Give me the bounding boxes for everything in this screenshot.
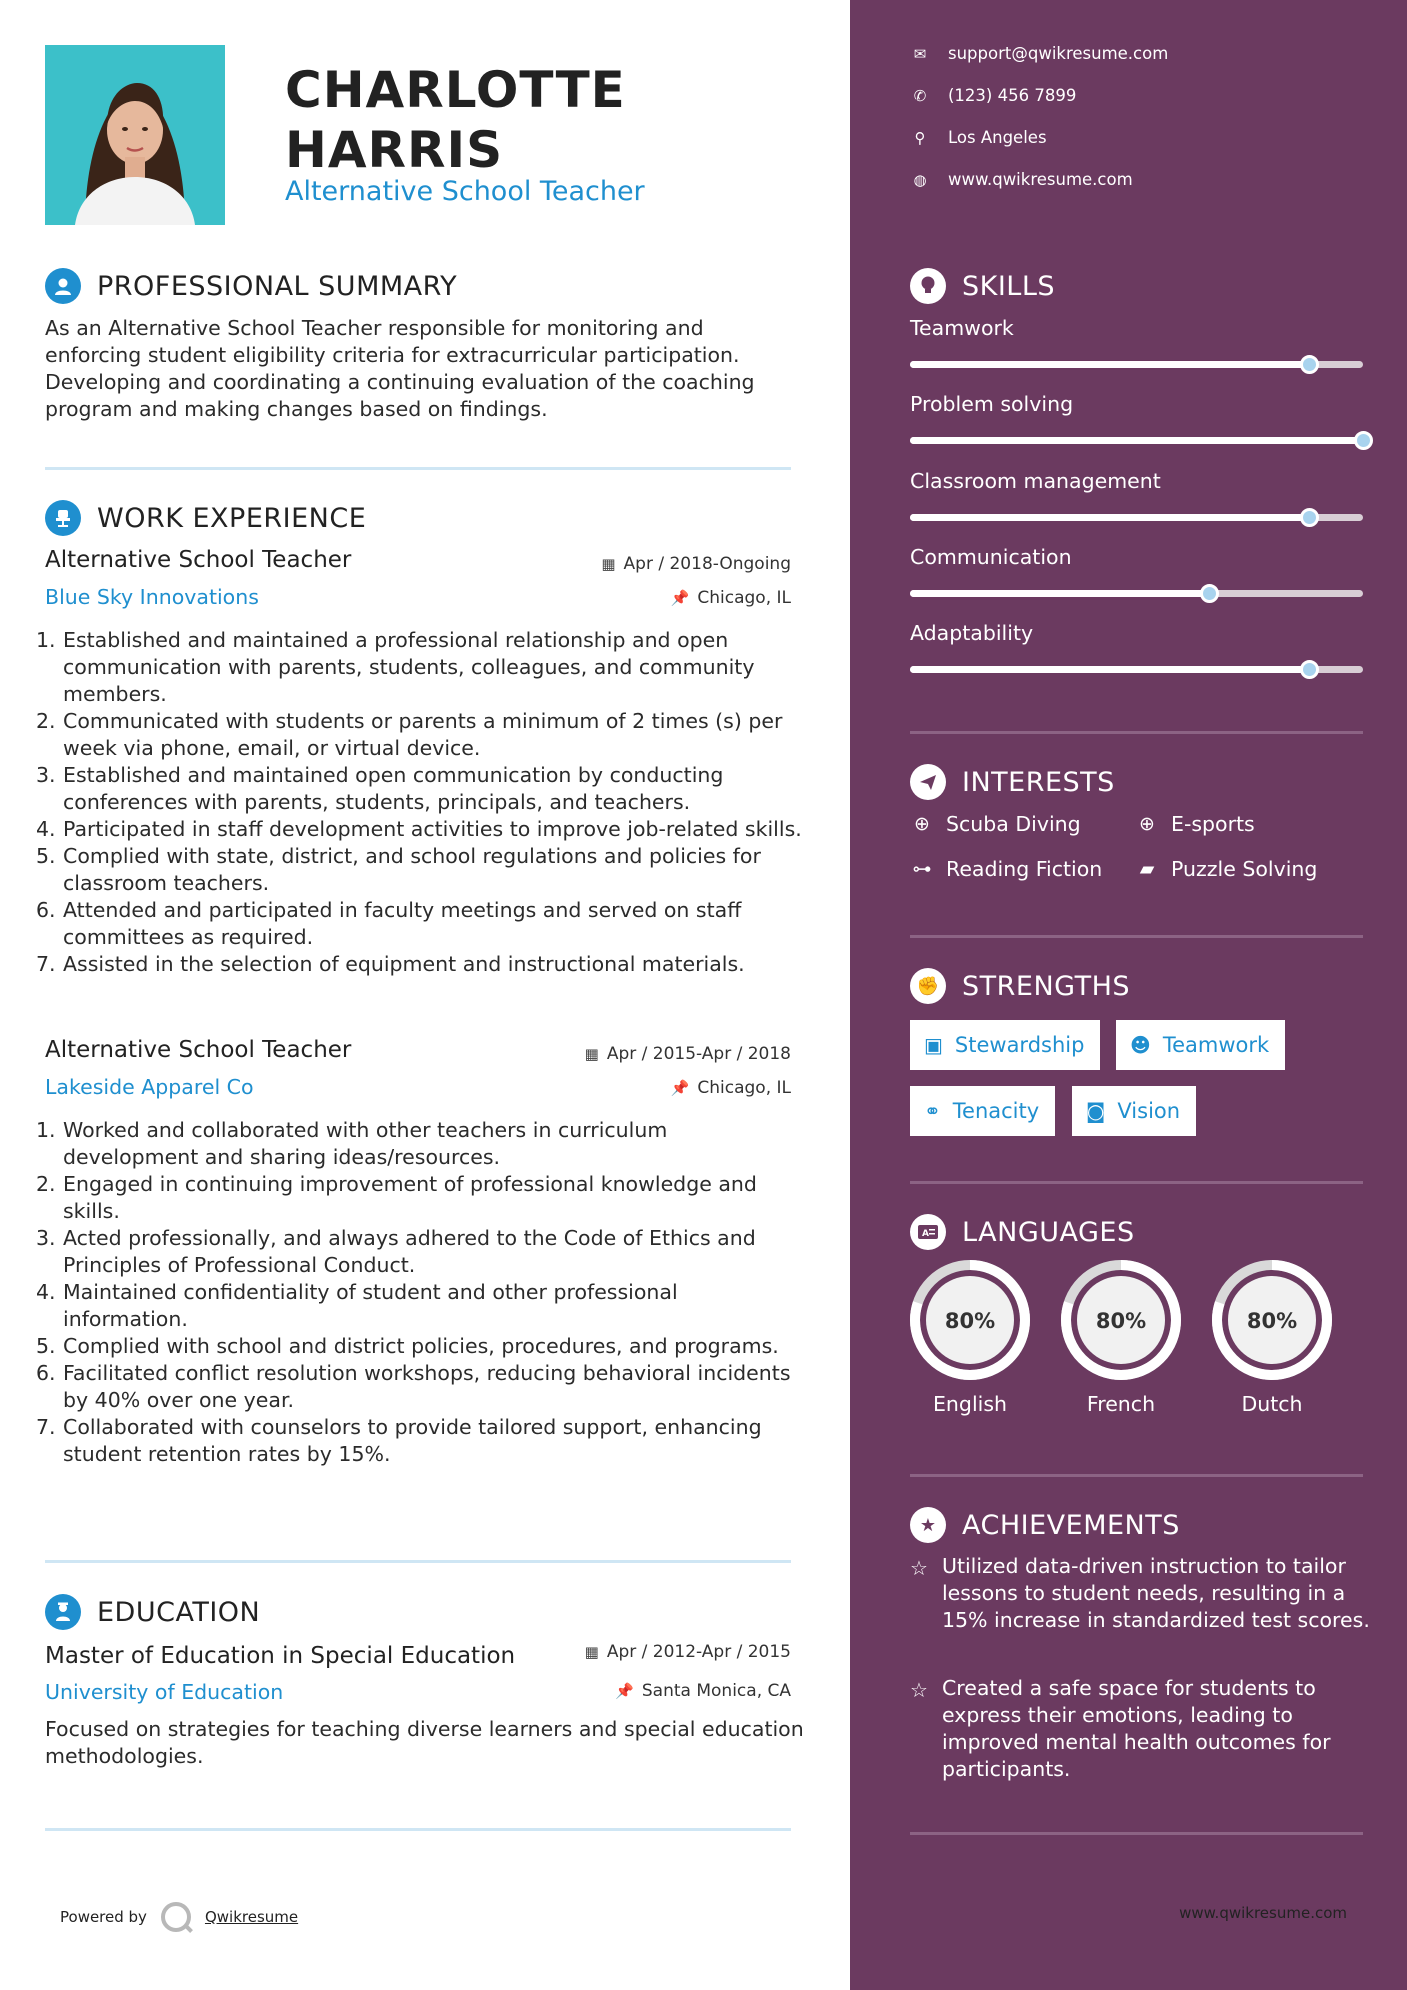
language-percent: 80%: [1095, 1309, 1147, 1333]
section-divider: [45, 467, 791, 470]
calendar-icon: ▦: [584, 1643, 599, 1661]
language-percent: 80%: [1246, 1309, 1298, 1333]
book-icon: ▰: [1139, 858, 1155, 880]
phone-icon: ✆: [913, 86, 927, 105]
pin-icon: 📌: [670, 589, 690, 607]
map-marker-icon: ⚲: [914, 128, 926, 147]
job-2-company: Lakeside Apparel Co: [45, 1075, 254, 1099]
interest-label: E-sports: [1171, 812, 1255, 836]
qwikresume-logo-icon: [161, 1902, 191, 1932]
contact-email-text: support@qwikresume.com: [948, 44, 1169, 63]
skill-bar-fill: [910, 361, 1309, 368]
strengths-heading: STRENGTHS: [962, 970, 1131, 1002]
qwikresume-link[interactable]: Qwikresume: [204, 1908, 299, 1926]
interest-label: Scuba Diving: [946, 812, 1081, 836]
achievements-heading: ACHIEVEMENTS: [962, 1509, 1180, 1541]
duty-item: Communicated with students or parents a minimum of 2 times (s) per week via phone, email, or virtual device.: [63, 709, 783, 760]
job-1-company: Blue Sky Innovations: [45, 585, 259, 609]
gamepad-icon: ⊶: [912, 858, 932, 880]
summary-section-header: [45, 268, 457, 304]
section-divider: [45, 1560, 791, 1563]
work-heading: WORK EXPERIENCE: [97, 502, 367, 534]
skill-bar-knob: [1354, 431, 1373, 450]
envelope-icon: ✉: [913, 44, 927, 63]
education-degree: Master of Education in Special Education: [45, 1643, 516, 1669]
interest-label: Reading Fiction: [946, 857, 1103, 881]
globe-icon: ◍: [913, 170, 927, 189]
contact-location: [910, 128, 1047, 147]
powered-by: [60, 1902, 298, 1932]
strength-badge: [910, 1086, 1055, 1136]
lightbulb-icon: [910, 268, 946, 304]
interests-section-header: [910, 764, 1115, 800]
job-2-location-text: Chicago, IL: [697, 1078, 791, 1098]
chair-icon: [45, 500, 81, 536]
lifebuoy-icon: ⊕: [1139, 813, 1155, 835]
translate-icon: [910, 1214, 946, 1250]
calendar-icon: ▦: [584, 1045, 599, 1063]
skill-bar-fill: [910, 437, 1363, 444]
sidebar-divider: [910, 1181, 1363, 1184]
duty-item: Engaged in continuing improvement of professional knowledge and skills.: [63, 1172, 757, 1223]
duty-item: Maintained confidentiality of student and other professional information.: [63, 1280, 678, 1331]
language-name: English: [932, 1392, 1008, 1416]
skill-bar: [910, 361, 1363, 368]
skill-label: Classroom management: [910, 469, 1161, 493]
skill-bar: [910, 590, 1363, 597]
svg-text:A: A: [922, 1229, 929, 1239]
star-icon: ☆: [910, 1556, 928, 1580]
interest-label: Puzzle Solving: [1171, 857, 1318, 881]
duty-item: Complied with school and district policies, procedures, and programs.: [63, 1334, 779, 1358]
language-item: [908, 1258, 1032, 1416]
skill-bar-fill: [910, 590, 1209, 597]
duty-item: Collaborated with counselors to provide tailored support, enhancing student retention rates by 15%.: [63, 1415, 762, 1466]
language-ring: [1210, 1258, 1334, 1382]
link-icon: ⚭: [924, 1099, 941, 1123]
job-title-heading: Alternative School Teacher: [285, 176, 645, 207]
sidebar-divider: [910, 935, 1363, 938]
duty-item: Facilitated conflict resolution workshops, reducing behavioral incidents by 40% over one year.: [63, 1361, 791, 1412]
skills-section-header: [910, 268, 1055, 304]
skill-bar: [910, 437, 1363, 444]
contact-website[interactable]: [910, 170, 1133, 189]
powered-by-label: Powered by: [60, 1908, 147, 1926]
paper-plane-icon: [910, 764, 946, 800]
language-item: [1210, 1258, 1334, 1416]
strength-label: Tenacity: [952, 1099, 1040, 1123]
strength-label: Teamwork: [1162, 1033, 1270, 1057]
achievement-item: [910, 1553, 1370, 1634]
interest-item: [1135, 812, 1255, 836]
duty-item: Established and maintained open communication by conducting conferences with parents, students, principals, and teachers.: [63, 763, 724, 814]
contact-location-text: Los Angeles: [948, 128, 1047, 147]
profile-photo-image: [45, 45, 225, 225]
interest-item: [910, 857, 1102, 881]
star-badge-icon: ★: [910, 1507, 946, 1543]
job-2-duties: [45, 1117, 805, 1468]
skill-bar-knob: [1300, 508, 1319, 527]
duty-item: Complied with state, district, and school regulations and policies for classroom teachers.: [63, 844, 761, 895]
users-icon: ☻: [1130, 1033, 1151, 1057]
strength-label: Vision: [1117, 1099, 1181, 1123]
pin-icon: 📌: [615, 1682, 634, 1700]
interest-item: [910, 812, 1081, 836]
skill-bar-knob: [1300, 660, 1319, 679]
strengths-section-header: [910, 968, 1130, 1004]
profile-photo: [45, 45, 225, 225]
candidate-name: [285, 60, 626, 180]
achievement-text: Created a safe space for students to express their emotions, leading to improved mental health outcomes for participants.: [941, 1676, 1331, 1781]
strength-label: Stewardship: [954, 1033, 1085, 1057]
duty-item: Worked and collaborated with other teachers in curriculum development and sharing ideas/resources.: [63, 1118, 668, 1169]
skill-bar: [910, 666, 1363, 673]
achievement-item: [910, 1675, 1370, 1783]
skill-bar-knob: [1200, 584, 1219, 603]
strength-badge: [1116, 1020, 1285, 1070]
work-section-header: [45, 500, 366, 536]
footer-url[interactable]: www.qwikresume.com: [1179, 1904, 1347, 1922]
calendar-icon: ▦: [601, 555, 616, 573]
achievement-text: Utilized data-driven instruction to tailor lessons to student needs, resulting in a 15% increase in standardized test scores.: [941, 1554, 1370, 1632]
graduate-icon: [45, 1594, 81, 1630]
duty-item: Participated in staff development activities to improve job-related skills.: [63, 817, 802, 841]
lifebuoy-icon: ⊕: [914, 813, 930, 835]
sidebar-divider: [910, 1832, 1363, 1835]
language-percent: 80%: [944, 1309, 996, 1333]
sidebar-divider: [910, 731, 1363, 734]
job-1-duties: [45, 627, 805, 978]
skill-bar-fill: [910, 666, 1309, 673]
skills-heading: SKILLS: [962, 270, 1056, 302]
star-icon: ☆: [910, 1678, 928, 1702]
job-1-date: [601, 554, 791, 574]
language-name: French: [1086, 1392, 1156, 1416]
interests-heading: INTERESTS: [962, 766, 1115, 798]
language-ring: [1059, 1258, 1183, 1382]
contact-phone-text: (123) 456 7899: [948, 86, 1077, 105]
duty-item: Attended and participated in faculty meetings and served on staff committees as required.: [63, 898, 742, 949]
education-section-header: [45, 1594, 260, 1630]
contact-website-text: www.qwikresume.com: [948, 170, 1133, 189]
name-line-2: HARRIS: [285, 121, 504, 179]
name-line-1: CHARLOTTE: [285, 61, 626, 119]
skill-bar-fill: [910, 514, 1309, 521]
education-location-text: Santa Monica, CA: [641, 1681, 791, 1701]
job-1-location: [671, 588, 791, 608]
language-item: [1059, 1258, 1183, 1416]
skill-label: Problem solving: [910, 392, 1074, 416]
fist-icon: ✊: [910, 968, 946, 1004]
pin-icon: 📌: [670, 1079, 690, 1097]
job-1-location-text: Chicago, IL: [697, 588, 791, 608]
job-1-date-text: Apr / 2018-Ongoing: [623, 554, 791, 574]
contact-email[interactable]: [910, 44, 1168, 63]
sidebar-divider: [910, 1474, 1363, 1477]
contact-phone[interactable]: [910, 86, 1076, 105]
skill-bar: [910, 514, 1363, 521]
job-2-location: [671, 1078, 791, 1098]
summary-heading: PROFESSIONAL SUMMARY: [97, 270, 458, 302]
languages-heading: LANGUAGES: [962, 1216, 1135, 1248]
achievements-section-header: [910, 1507, 1180, 1543]
section-divider: [45, 1828, 791, 1831]
job-2-date-text: Apr / 2015-Apr / 2018: [606, 1044, 791, 1064]
skill-label: Adaptability: [910, 621, 1034, 645]
briefcase-icon: ▣: [924, 1033, 943, 1057]
education-date: [585, 1642, 791, 1662]
skill-label: Teamwork: [910, 316, 1014, 340]
user-circle-icon: [45, 268, 81, 304]
education-date-text: Apr / 2012-Apr / 2015: [606, 1642, 791, 1662]
education-location: [615, 1681, 791, 1701]
skill-bar-knob: [1300, 355, 1319, 374]
job-2-title: Alternative School Teacher: [45, 1037, 352, 1063]
education-description: Focused on strategies for teaching diverse learners and special education methodologies.: [45, 1717, 804, 1768]
language-name: Dutch: [1241, 1392, 1303, 1416]
duty-item: Established and maintained a professional relationship and open communication with parents, students, colleagues, and community members.: [63, 628, 755, 706]
strength-badge: [910, 1020, 1100, 1070]
skill-label: Communication: [910, 545, 1072, 569]
job-1-title: Alternative School Teacher: [45, 547, 352, 573]
summary-text: As an Alternative School Teacher responsible for monitoring and enforcing student eligibility criteria for extracurricular participation. Developing and coordinating a continuing evaluation of the coaching program and making changes based on findings.: [45, 316, 755, 421]
sidebar: [850, 0, 1407, 1990]
languages-section-header: [910, 1214, 1135, 1250]
language-ring: [908, 1258, 1032, 1382]
education-heading: EDUCATION: [97, 1596, 261, 1628]
interest-item: [1135, 857, 1317, 881]
duty-item: Assisted in the selection of equipment and instructional materials.: [63, 952, 745, 976]
job-2-date: [585, 1044, 791, 1064]
duty-item: Acted professionally, and always adhered to the Code of Ethics and Principles of Professional Conduct.: [63, 1226, 756, 1277]
strength-badge: [1072, 1086, 1196, 1136]
binoculars-icon: ◙: [1086, 1099, 1106, 1123]
education-school: University of Education: [45, 1680, 284, 1704]
